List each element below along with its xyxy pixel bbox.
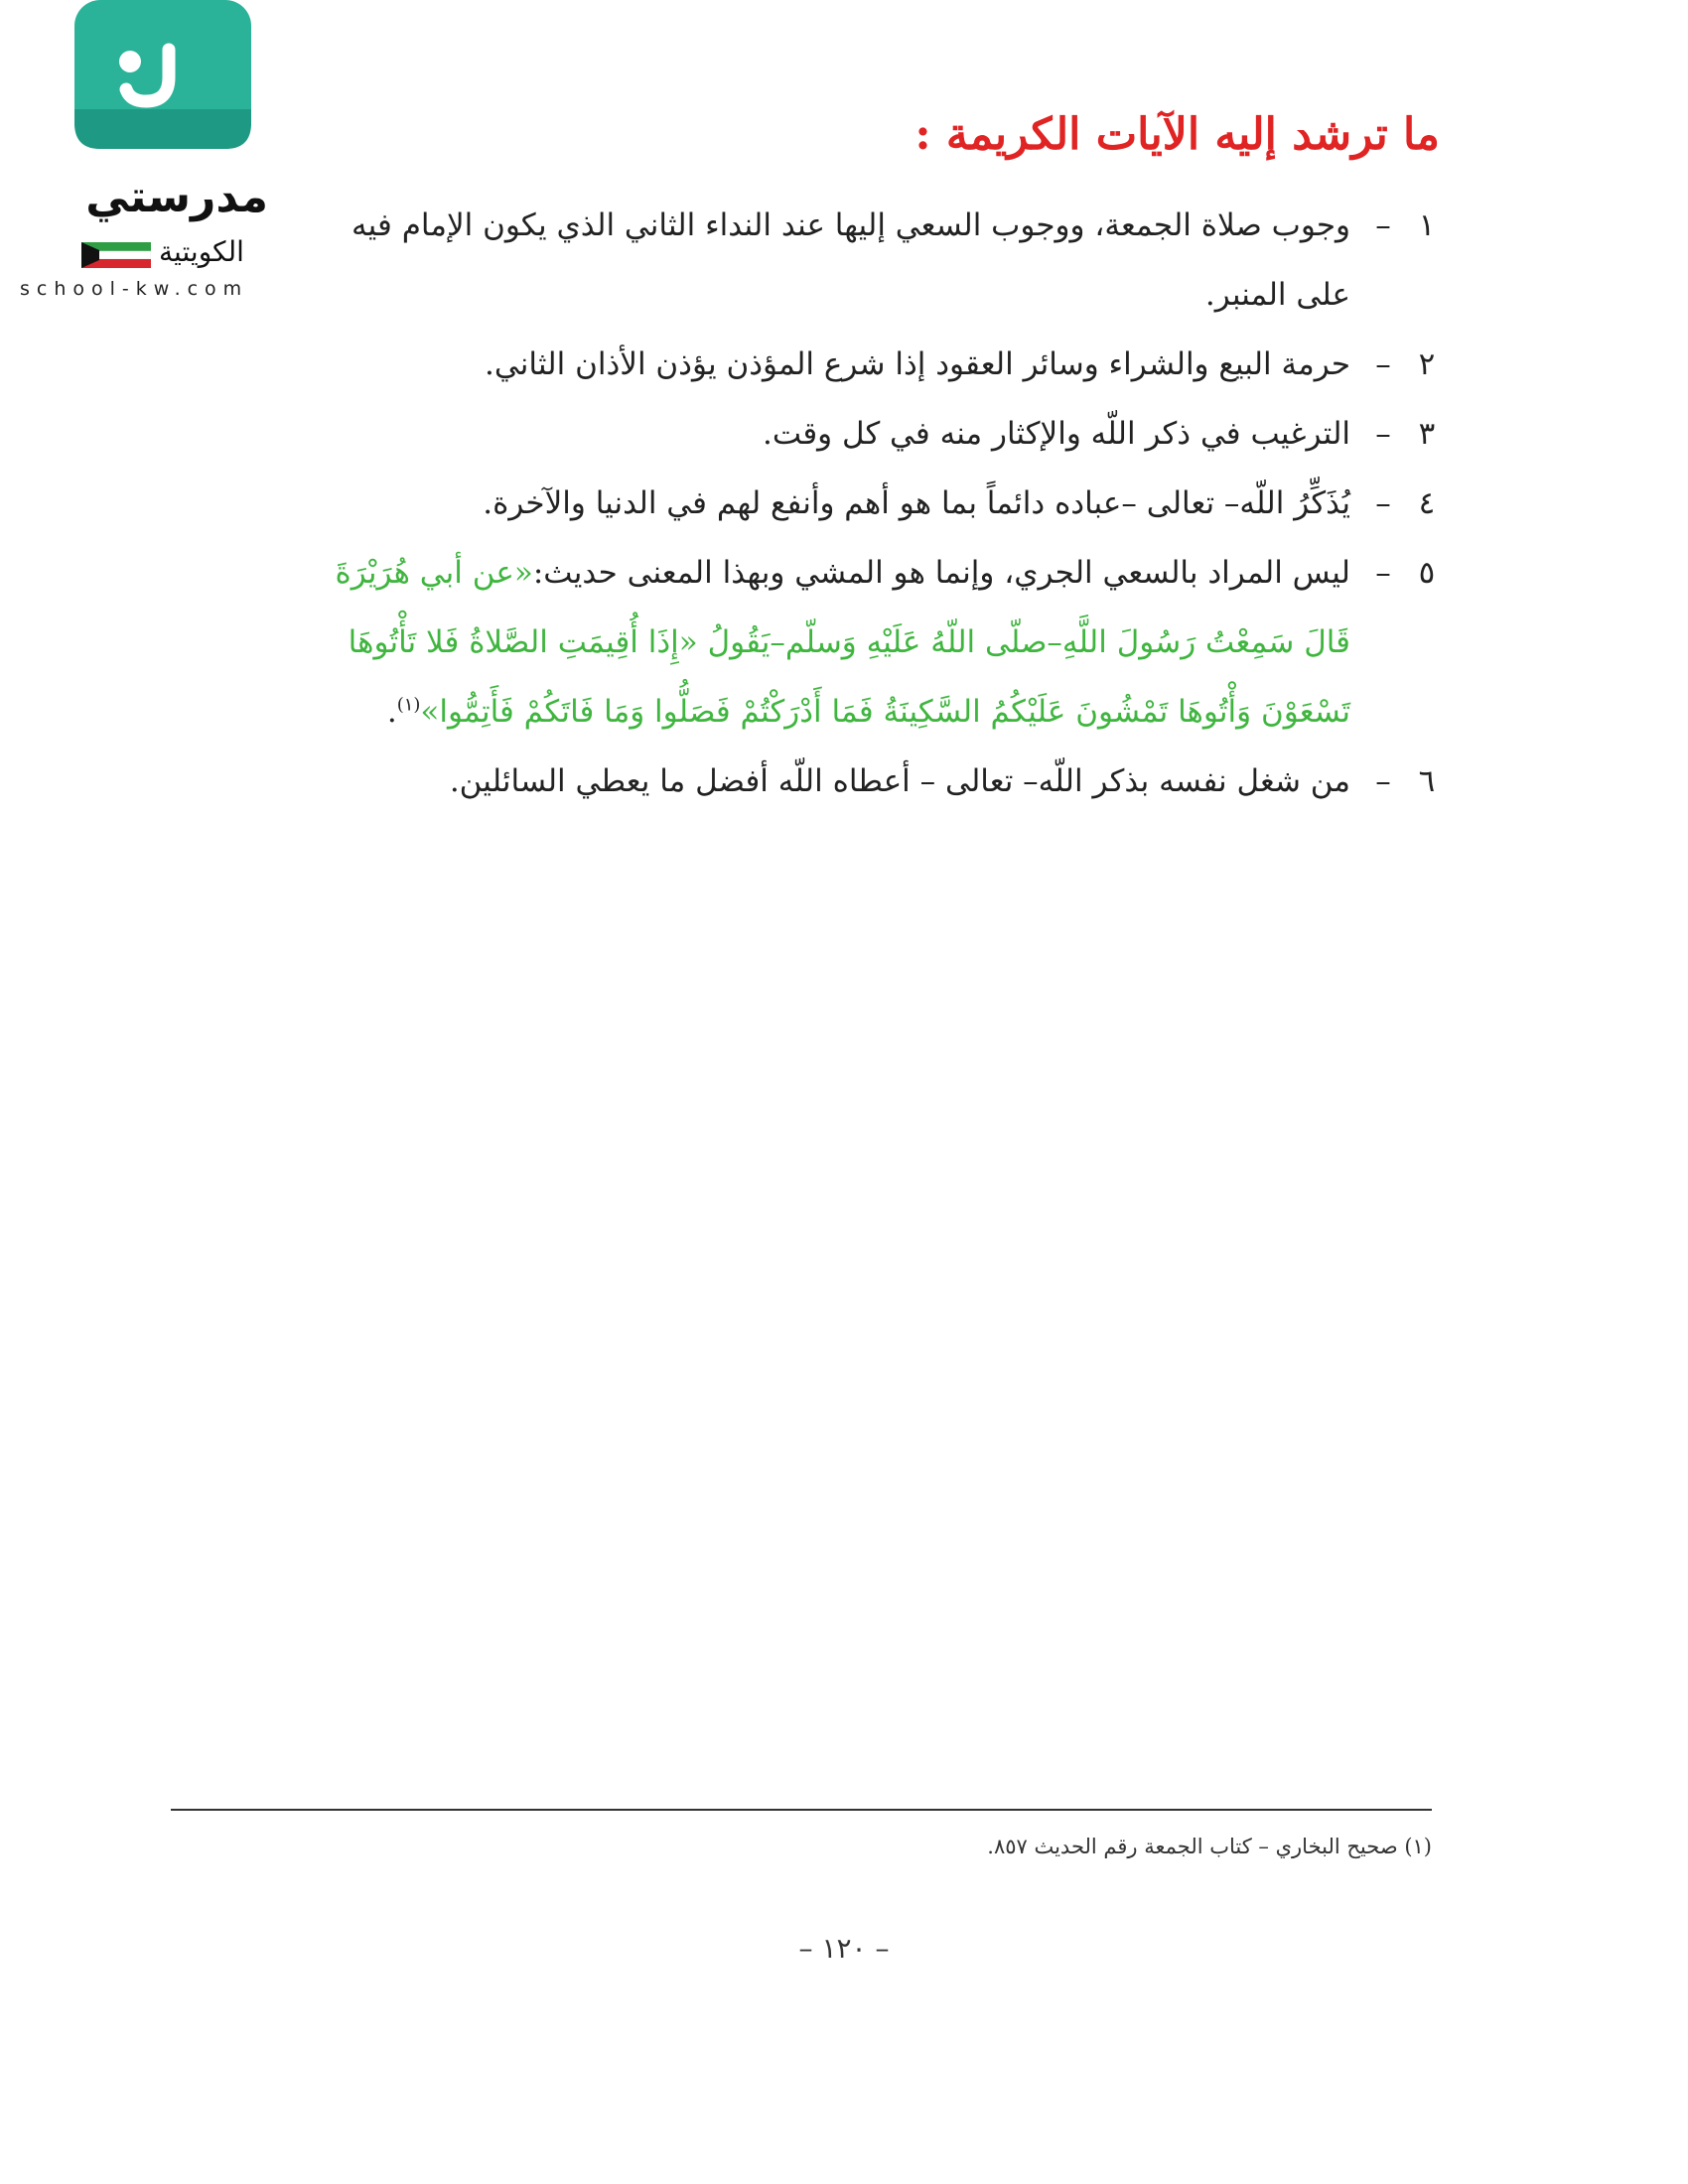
item-text: من شغل نفسه بذكر اللّه– تعالى – أعطاه اللّه أفضل ما يعطي السائلين. bbox=[449, 763, 1350, 799]
logo-badge-icon bbox=[74, 0, 251, 149]
hadith-quote: «عن أبي هُرَيْرَةَ قَالَ سَمِعْتُ رَسُولَ اللَّهِ–صلّى اللّهُ عَلَيْهِ وَسلّم–يَقُولُ «إِذَا أُقِيمَتِ الصَّلاةُ فَلا تَأْتُوهَا تَسْعَوْنَ وَأْتُوهَا تَمْشُونَ عَلَيْكُمُ السَّكِينَةُ فَمَا أَدْرَكْتُمْ فَصَلُّوا وَمَا فَاتَكُمْ فَأَتِمُّوا» bbox=[335, 555, 1350, 730]
points-list bbox=[308, 191, 1440, 816]
item-text: حرمة البيع والشراء وسائر العقود إذا شرع المؤذن يؤذن الأذان الثاني. bbox=[485, 346, 1350, 382]
item-number: ١ bbox=[1418, 207, 1436, 243]
item-number: ٤ bbox=[1418, 485, 1436, 521]
item-number: ٣ bbox=[1418, 416, 1436, 452]
item-text bbox=[308, 538, 1350, 747]
footnote-divider bbox=[171, 1809, 1432, 1811]
kuwait-flag-icon bbox=[81, 242, 151, 268]
footnote-reference[interactable]: (١) bbox=[396, 694, 421, 716]
site-logo bbox=[20, 0, 308, 303]
list-item bbox=[308, 191, 1440, 330]
footnote: (١) صحيح البخاري – كتاب الجمعة رقم الحديث ٨٥٧. bbox=[987, 1835, 1432, 1858]
item-text-tail: . bbox=[386, 694, 397, 730]
section-heading: ما ترشد إليه الآيات الكريمة : bbox=[914, 109, 1440, 160]
list-item bbox=[308, 399, 1440, 469]
item-dash: – bbox=[1375, 763, 1391, 799]
item-number: ٦ bbox=[1418, 763, 1436, 799]
item-text: يُذَكِّرُ اللّه– تعالى –عباده دائماً بما هو أهم وأنفع لهم في الدنيا والآخرة. bbox=[483, 485, 1350, 521]
item-text-lead: ليس المراد بالسعي الجري، وإنما هو المشي وبهذا المعنى حديث: bbox=[532, 555, 1350, 591]
item-number: ٢ bbox=[1418, 346, 1436, 382]
logo-subtitle: الكويتية bbox=[159, 235, 244, 268]
list-item bbox=[308, 330, 1440, 399]
list-item bbox=[308, 538, 1440, 747]
logo-name: مدرستي bbox=[85, 172, 268, 222]
logo-subtitle-row bbox=[50, 234, 278, 274]
item-number: ٥ bbox=[1418, 555, 1436, 591]
item-text: وجوب صلاة الجمعة، ووجوب السعي إليها عند النداء الثاني الذي يكون الإمام فيه على المنبر. bbox=[352, 207, 1350, 313]
item-dash: – bbox=[1375, 485, 1391, 521]
logo-url: school-kw.com bbox=[20, 278, 249, 300]
item-dash: – bbox=[1375, 346, 1391, 382]
list-item bbox=[308, 747, 1440, 816]
item-dash: – bbox=[1375, 416, 1391, 452]
list-item bbox=[308, 469, 1440, 538]
item-text: الترغيب في ذكر اللّه والإكثار منه في كل وقت. bbox=[763, 416, 1350, 452]
item-dash: – bbox=[1375, 555, 1391, 591]
page-number: – ١٢٠ – bbox=[798, 1932, 890, 1965]
item-dash: – bbox=[1375, 207, 1391, 243]
